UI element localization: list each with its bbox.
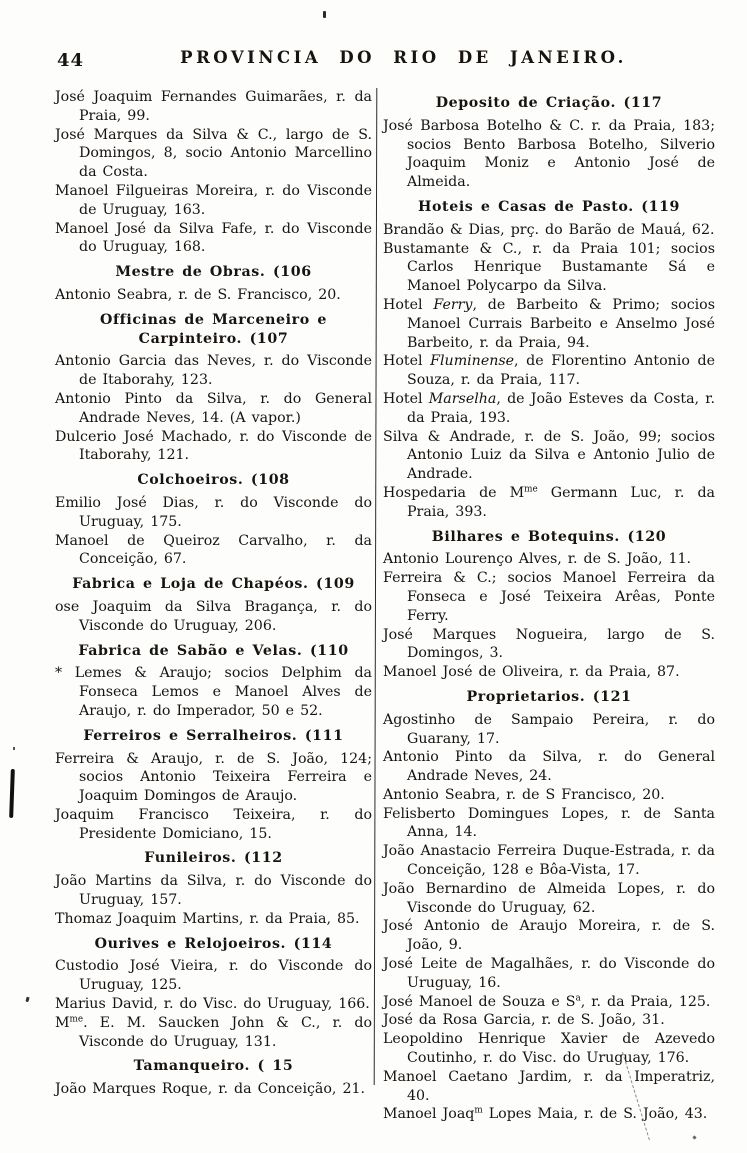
entry-text: Officinas de Marceneiro e Carpinteiro. (107 — [100, 311, 327, 347]
entry-text: Mestre de Obras. (106 — [115, 264, 312, 281]
entry-text: José Marques da Silva & C., largo de S. Domingos, 8, socio Antonio Marcellino da Costa. — [55, 126, 372, 181]
entry-text: Colchoeiros. (108 — [137, 472, 290, 489]
directory-entry — [383, 569, 715, 625]
entry-text: Deposito de Criação. (117 — [435, 95, 663, 111]
entry-text: Leopoldino Henrique Xavier de Azevedo Coutinho, r. do Visc. do Uruguay, 176. — [383, 1031, 715, 1067]
directory-entry — [383, 221, 715, 240]
entry-text: José Manoel de Souza e S — [383, 993, 576, 1010]
entry-text: Antonio Garcia das Neves, r. do Visconde de Itaborahy, 123. — [55, 353, 372, 389]
directory-entry — [55, 806, 372, 844]
directory-entry — [383, 917, 715, 955]
directory-entry — [55, 494, 372, 532]
section-heading — [55, 849, 372, 868]
directory-entry — [55, 352, 372, 390]
entry-text: Manoel Caetano Jardim, r. da Imperatriz, 40. — [383, 1068, 715, 1104]
directory-entry — [383, 663, 715, 682]
directory-entry — [383, 117, 715, 192]
directory-entry — [383, 1030, 715, 1068]
entry-text: , de Barbeito & Primo; socios Manoel Currais Barbeito e Anselmo José Barbeito, r. da Praia, 94. — [407, 296, 716, 351]
ink-speck — [25, 997, 29, 1003]
page-number: 44 — [57, 50, 85, 71]
directory-entry — [383, 550, 715, 569]
directory-entry — [383, 240, 715, 296]
entry-text: Ferreira & C.; socios Manoel Ferreira da Fonseca e José Teixeira Arêas, Ponte Ferry. — [383, 570, 715, 624]
directory-entry — [383, 1068, 715, 1106]
directory-entry — [55, 182, 372, 220]
entry-text: Manoel de Queiroz Carvalho, r. da Conceição, 67. — [55, 532, 372, 568]
entry-text: José Barbosa Botelho & C. r. da Praia, 183; socios Bento Barbosa Botelho, Silverio Joaquim Moniz e Antonio José de Almeida. — [383, 117, 715, 191]
entry-text: Hoteis e Casas de Pasto. (119 — [417, 198, 681, 215]
section-heading — [55, 471, 372, 490]
directory-entry — [383, 352, 715, 390]
directory-entry — [383, 842, 715, 880]
directory-entry — [55, 126, 372, 182]
directory-entry — [55, 598, 372, 636]
directory-entry — [55, 995, 372, 1014]
section-heading — [55, 642, 372, 661]
directory-entry — [383, 296, 715, 352]
entry-text: Ourives e Relojoeiros. (114 — [94, 935, 333, 952]
directory-entry — [55, 390, 372, 428]
page-header — [0, 48, 747, 78]
directory-entry — [55, 532, 372, 570]
entry-text: Hospedaria de M — [383, 484, 525, 501]
entry-text: José Marques Nogueira, largo de S. Domingos, 3. — [383, 626, 715, 662]
entry-text: Manoel José de Oliveira, r. da Praia, 87. — [383, 664, 680, 681]
entry-text: Antonio Seabra, r. de S Francisco, 20. — [383, 786, 665, 803]
entry-text: , r. da Praia, 125. — [580, 993, 711, 1010]
section-heading — [55, 1057, 372, 1076]
section-heading — [55, 935, 372, 954]
entry-text: José Leite de Magalhães, r. do Visconde do Uruguay, 16. — [383, 956, 715, 991]
entry-text: Felisberto Domingues Lopes, r. de Santa Anna, 14. — [383, 805, 715, 841]
left-column — [55, 88, 372, 1099]
directory-entry — [383, 626, 715, 664]
entry-text: Ferreira & Araujo, r. de S. João, 124; socios Antonio Teixeira Ferreira e Joaquim Domingos de Araujo. — [55, 750, 372, 805]
entry-text: . E. M. Saucken John & C., r. do Visconde do Uruguay, 131. — [79, 1014, 372, 1050]
directory-entry — [55, 957, 372, 995]
entry-text: Hotel — [383, 296, 434, 313]
entry-text: José Antonio de Araujo Moreira, r. de S. João, 9. — [383, 918, 715, 954]
entry-text: João Marques Roque, r. da Conceição, 21. — [55, 1081, 366, 1098]
directory-entry — [55, 286, 372, 305]
entry-text: Joaquim Francisco Teixeira, r. do Presidente Domiciano, 15. — [55, 806, 372, 842]
entry-text: José Joaquim Fernandes Guimarães, r. da Praia, 99. — [55, 89, 372, 124]
section-heading — [55, 263, 372, 282]
directory-entry — [383, 1011, 715, 1030]
entry-text: me — [524, 484, 538, 495]
entry-text: me — [69, 1014, 84, 1025]
entry-text: Manoel Filgueiras Moreira, r. do Visconde de Uruguay, 163. — [55, 182, 372, 218]
directory-entry — [55, 220, 372, 258]
entry-text: José da Rosa Garcia, r. de S. João, 31. — [383, 1012, 665, 1029]
entry-text: Bilhares e Botequins. (120 — [431, 528, 667, 545]
directory-entry — [55, 872, 372, 910]
right-column — [383, 88, 715, 1124]
margin-ink-stroke — [9, 769, 15, 818]
section-heading — [55, 727, 372, 746]
entry-text: Silva & Andrade, r. de S. João, 99; socios Antonio Luiz da Silva e Antonio Julio de Andrade. — [383, 428, 715, 483]
directory-entry — [383, 1105, 715, 1124]
directory-entry — [383, 993, 715, 1012]
column-divider — [374, 88, 378, 1085]
entry-text: Hotel — [383, 390, 429, 407]
entry-text: * Lemes & Araujo; socios Delphim da Fonseca Lemos e Manoel Alves de Araujo, r. do Imperador, 50 e 52. — [55, 665, 372, 719]
section-heading — [383, 94, 715, 113]
entry-text: Agostinho de Sampaio Pereira, r. do Guarany, 17. — [383, 711, 715, 747]
entry-text: Bustamante & C., r. da Praia 101; socios Carlos Henrique Bustamante Sá e Manoel Polycarpo da Silva. — [383, 240, 715, 295]
directory-entry — [383, 428, 715, 484]
entry-text: Antonio Seabra, r. de S. Francisco, 20. — [55, 286, 341, 303]
entry-text: Fabrica de Sabão e Velas. (110 — [78, 642, 349, 659]
directory-entry — [55, 664, 372, 720]
entry-text: Brandão & Dias, prç. do Barão de Mauá, 62. — [383, 221, 715, 238]
entry-text: ose Joaquim da Silva Bragança, r. do Visconde do Uruguay, 206. — [55, 598, 372, 634]
directory-entry — [383, 484, 715, 522]
entry-text: Germann Luc, r. da Praia, 393. — [407, 484, 715, 520]
section-heading — [55, 575, 372, 594]
ink-speck — [323, 11, 326, 18]
section-heading — [383, 198, 715, 217]
entry-text: João Anastacio Ferreira Duque-Estrada, r. da Conceição, 128 e Bôa-Vista, 17. — [383, 843, 715, 879]
entry-text: Hotel — [383, 353, 431, 370]
directory-entry — [55, 88, 372, 126]
entry-text: Antonio Pinto da Silva, r. do General Andrade Neves, 14. (A vapor.) — [55, 390, 372, 426]
entry-text: Fabrica e Loja de Chapéos. (109 — [72, 576, 355, 593]
directory-entry — [383, 805, 715, 843]
entry-text: Lopes Maia, r. de S. João, 43. — [482, 1106, 708, 1123]
directory-entry — [55, 1080, 372, 1099]
entry-text: Custodio José Vieira, r. do Visconde do Uruguay, 125. — [55, 958, 372, 994]
directory-entry — [383, 390, 715, 428]
entry-text: Marselha — [428, 390, 497, 407]
directory-entry — [55, 428, 372, 466]
entry-text: Fluminense — [430, 353, 515, 370]
entry-text: , de João Esteves da Costa, r. da Praia, 193. — [407, 390, 715, 426]
entry-text: João Martins da Silva, r. do Visconde do Uruguay, 157. — [55, 873, 372, 909]
entry-text: M — [55, 1014, 70, 1031]
entry-text: Manoel Joaq — [383, 1106, 475, 1123]
entry-text: a — [575, 992, 581, 1003]
directory-entry — [383, 880, 715, 918]
entry-text: m — [474, 1105, 483, 1116]
entry-text: Proprietarios. (121 — [466, 688, 632, 705]
entry-text: Dulcerio José Machado, r. do Visconde de Itaborahy, 121. — [55, 428, 372, 464]
directory-entry — [383, 786, 715, 805]
entry-text: Ferry — [433, 296, 473, 313]
directory-entry — [55, 750, 372, 806]
section-heading — [55, 311, 372, 349]
directory-entry — [55, 910, 372, 929]
directory-entry — [383, 748, 715, 786]
entry-text: Funileiros. (112 — [144, 850, 283, 867]
entry-text: Marius David, r. do Visc. do Uruguay, 166. — [55, 996, 370, 1013]
entry-text: , de Florentino Antonio de Souza, r. da Praia, 117. — [407, 353, 715, 389]
entry-text: Tamanqueiro. ( 15 — [133, 1058, 294, 1075]
entry-text: João Bernardino de Almeida Lopes, r. do Visconde do Uruguay, 62. — [383, 880, 715, 916]
directory-entry — [55, 1014, 372, 1052]
entry-text: Manoel José da Silva Fafe, r. do Visconde do Uruguay, 168. — [55, 220, 372, 256]
directory-entry — [383, 955, 715, 993]
section-heading — [383, 688, 715, 707]
directory-entry — [383, 711, 715, 749]
ink-speck — [13, 747, 15, 750]
running-title: PROVINCIA DO RIO DE JANEIRO. — [180, 48, 627, 67]
ink-speck — [692, 1135, 696, 1139]
entry-text: Antonio Lourenço Alves, r. de S. João, 11. — [383, 551, 692, 568]
entry-text: Ferreiros e Serralheiros. (111 — [83, 727, 344, 744]
section-heading — [383, 528, 715, 547]
entry-text: Emilio José Dias, r. do Visconde do Uruguay, 175. — [55, 494, 372, 530]
entry-text: Thomaz Joaquim Martins, r. da Praia, 85. — [55, 910, 360, 927]
entry-text: Antonio Pinto da Silva, r. do General Andrade Neves, 24. — [383, 749, 715, 785]
